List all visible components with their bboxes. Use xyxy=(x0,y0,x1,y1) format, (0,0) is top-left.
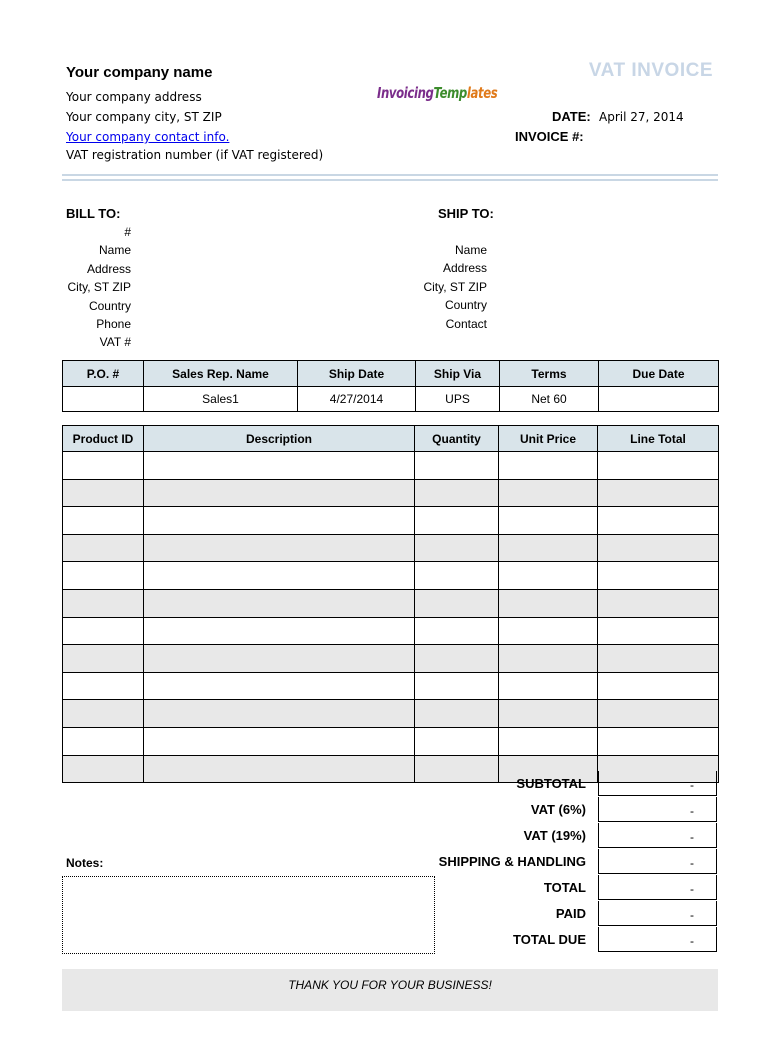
ship-to-label: City, ST ZIP xyxy=(423,279,487,294)
item-cell[interactable] xyxy=(499,727,598,755)
header-divider xyxy=(62,174,718,176)
item-cell[interactable] xyxy=(63,534,144,562)
bill-to-label: Name xyxy=(98,243,131,258)
item-cell[interactable] xyxy=(144,672,415,700)
item-cell[interactable] xyxy=(415,727,499,755)
bill-to-title: BILL TO: xyxy=(66,206,121,221)
header-due-date: Due Date xyxy=(599,361,719,387)
total-label: SHIPPING & HANDLING xyxy=(438,854,586,869)
item-cell[interactable] xyxy=(63,507,144,535)
table-row xyxy=(63,452,719,480)
total-value[interactable]: - xyxy=(598,875,717,900)
item-cell[interactable] xyxy=(144,645,415,673)
bill-to-label: # xyxy=(124,225,131,239)
header-divider xyxy=(62,179,718,181)
table-row xyxy=(63,700,719,728)
total-label: TOTAL xyxy=(543,880,586,895)
bill-to-label: City, ST ZIP xyxy=(67,280,131,295)
ship-to-label: Name xyxy=(454,243,487,257)
total-label: SUBTOTAL xyxy=(516,776,586,791)
table-row xyxy=(63,589,719,617)
bill-to-label: Phone xyxy=(96,317,131,331)
item-cell[interactable] xyxy=(598,672,719,700)
item-cell[interactable] xyxy=(598,562,719,590)
item-cell[interactable] xyxy=(144,452,415,480)
bill-to-label: Address xyxy=(86,261,131,276)
item-cell[interactable] xyxy=(63,727,144,755)
item-cell[interactable] xyxy=(63,700,144,728)
total-label: TOTAL DUE xyxy=(513,932,586,947)
total-value[interactable]: - xyxy=(598,927,717,952)
total-label: VAT (6%) xyxy=(530,802,586,817)
item-cell[interactable] xyxy=(499,617,598,645)
item-cell[interactable] xyxy=(63,452,144,480)
item-cell[interactable] xyxy=(63,589,144,617)
item-cell[interactable] xyxy=(499,562,598,590)
header-quantity: Quantity xyxy=(415,426,499,452)
item-cell[interactable] xyxy=(144,727,415,755)
item-cell[interactable] xyxy=(598,727,719,755)
thank-you-footer: THANK YOU FOR YOUR BUSINESS! xyxy=(62,969,718,1011)
total-value[interactable]: - xyxy=(598,901,717,926)
item-cell[interactable] xyxy=(415,452,499,480)
item-cell[interactable] xyxy=(598,617,719,645)
item-cell[interactable] xyxy=(415,672,499,700)
ship-to-label: Contact xyxy=(445,316,487,331)
item-cell[interactable] xyxy=(499,700,598,728)
item-cell[interactable] xyxy=(499,452,598,480)
item-cell[interactable] xyxy=(63,755,144,783)
table-row xyxy=(63,617,719,645)
item-cell[interactable] xyxy=(415,534,499,562)
total-label: PAID xyxy=(555,906,586,921)
header-product-id: Product ID xyxy=(63,426,144,452)
header-po: P.O. # xyxy=(63,361,144,387)
ship-date-cell[interactable]: 4/27/2014 xyxy=(298,387,416,412)
sales-rep-cell[interactable]: Sales1 xyxy=(144,387,298,412)
item-cell[interactable] xyxy=(598,479,719,507)
item-cell[interactable] xyxy=(144,589,415,617)
item-cell[interactable] xyxy=(598,645,719,673)
item-cell[interactable] xyxy=(144,479,415,507)
invoicing-templates-logo: InvoicingTemplates xyxy=(377,84,498,102)
table-row xyxy=(63,562,719,590)
notes-label: Notes: xyxy=(66,856,104,870)
total-label: VAT (19%) xyxy=(523,828,586,843)
table-row xyxy=(63,479,719,507)
item-cell[interactable] xyxy=(63,672,144,700)
bill-to-label: VAT # xyxy=(99,335,131,350)
terms-cell[interactable]: Net 60 xyxy=(500,387,599,412)
item-cell[interactable] xyxy=(415,562,499,590)
item-cell[interactable] xyxy=(598,589,719,617)
item-cell[interactable] xyxy=(499,589,598,617)
item-cell[interactable] xyxy=(144,562,415,590)
header-sales-rep: Sales Rep. Name xyxy=(144,361,298,387)
company-address: Your company address xyxy=(66,90,202,104)
header-unit-price: Unit Price xyxy=(499,426,598,452)
item-cell[interactable] xyxy=(415,507,499,535)
company-name: Your company name xyxy=(66,64,213,81)
company-city: Your company city, ST ZIP xyxy=(66,110,222,124)
total-value[interactable]: - xyxy=(598,771,717,796)
po-number-cell[interactable] xyxy=(63,387,144,412)
order-info-table xyxy=(62,360,719,412)
due-date-cell[interactable] xyxy=(599,387,719,412)
item-cell[interactable] xyxy=(499,507,598,535)
item-cell[interactable] xyxy=(415,617,499,645)
table-row xyxy=(63,534,719,562)
total-value[interactable]: - xyxy=(598,849,717,874)
notes-box[interactable] xyxy=(62,876,435,954)
table-row xyxy=(63,507,719,535)
item-cell[interactable] xyxy=(63,479,144,507)
header-ship-date: Ship Date xyxy=(298,361,416,387)
company-vat-number: VAT registration number (if VAT registered) xyxy=(66,148,324,162)
date-label: DATE: xyxy=(552,109,591,124)
item-cell[interactable] xyxy=(415,589,499,617)
item-cell[interactable] xyxy=(144,617,415,645)
table-row xyxy=(63,727,719,755)
item-cell[interactable] xyxy=(415,479,499,507)
item-cell[interactable] xyxy=(598,700,719,728)
item-cell[interactable] xyxy=(144,507,415,535)
company-contact-link[interactable]: Your company contact info. xyxy=(66,130,230,144)
item-cell[interactable] xyxy=(144,700,415,728)
header-description: Description xyxy=(144,426,415,452)
ship-to-title: SHIP TO: xyxy=(438,206,494,221)
item-cell[interactable] xyxy=(598,507,719,535)
ship-via-cell[interactable]: UPS xyxy=(416,387,500,412)
total-value[interactable]: - xyxy=(598,823,717,848)
table-row xyxy=(63,645,719,673)
item-cell[interactable] xyxy=(144,534,415,562)
total-value[interactable]: - xyxy=(598,797,717,822)
header-terms: Terms xyxy=(500,361,599,387)
item-cell[interactable] xyxy=(415,645,499,673)
item-cell[interactable] xyxy=(63,645,144,673)
item-cell[interactable] xyxy=(499,479,598,507)
item-cell[interactable] xyxy=(63,562,144,590)
item-cell[interactable] xyxy=(499,534,598,562)
item-cell[interactable] xyxy=(415,700,499,728)
item-cell[interactable] xyxy=(499,645,598,673)
item-cell[interactable] xyxy=(499,672,598,700)
invoice-number-label: INVOICE #: xyxy=(515,129,584,144)
header-line-total: Line Total xyxy=(598,426,719,452)
item-cell[interactable] xyxy=(598,452,719,480)
item-cell[interactable] xyxy=(63,617,144,645)
bill-to-label: Country xyxy=(88,298,131,313)
item-cell[interactable] xyxy=(144,755,415,783)
invoice-title: VAT INVOICE xyxy=(588,60,713,81)
table-row xyxy=(63,672,719,700)
line-items-table xyxy=(62,425,719,783)
ship-to-label: Address xyxy=(442,261,487,276)
item-cell[interactable] xyxy=(598,534,719,562)
ship-to-label: Country xyxy=(444,298,487,313)
date-value: April 27, 2014 xyxy=(599,110,684,124)
header-ship-via: Ship Via xyxy=(416,361,500,387)
